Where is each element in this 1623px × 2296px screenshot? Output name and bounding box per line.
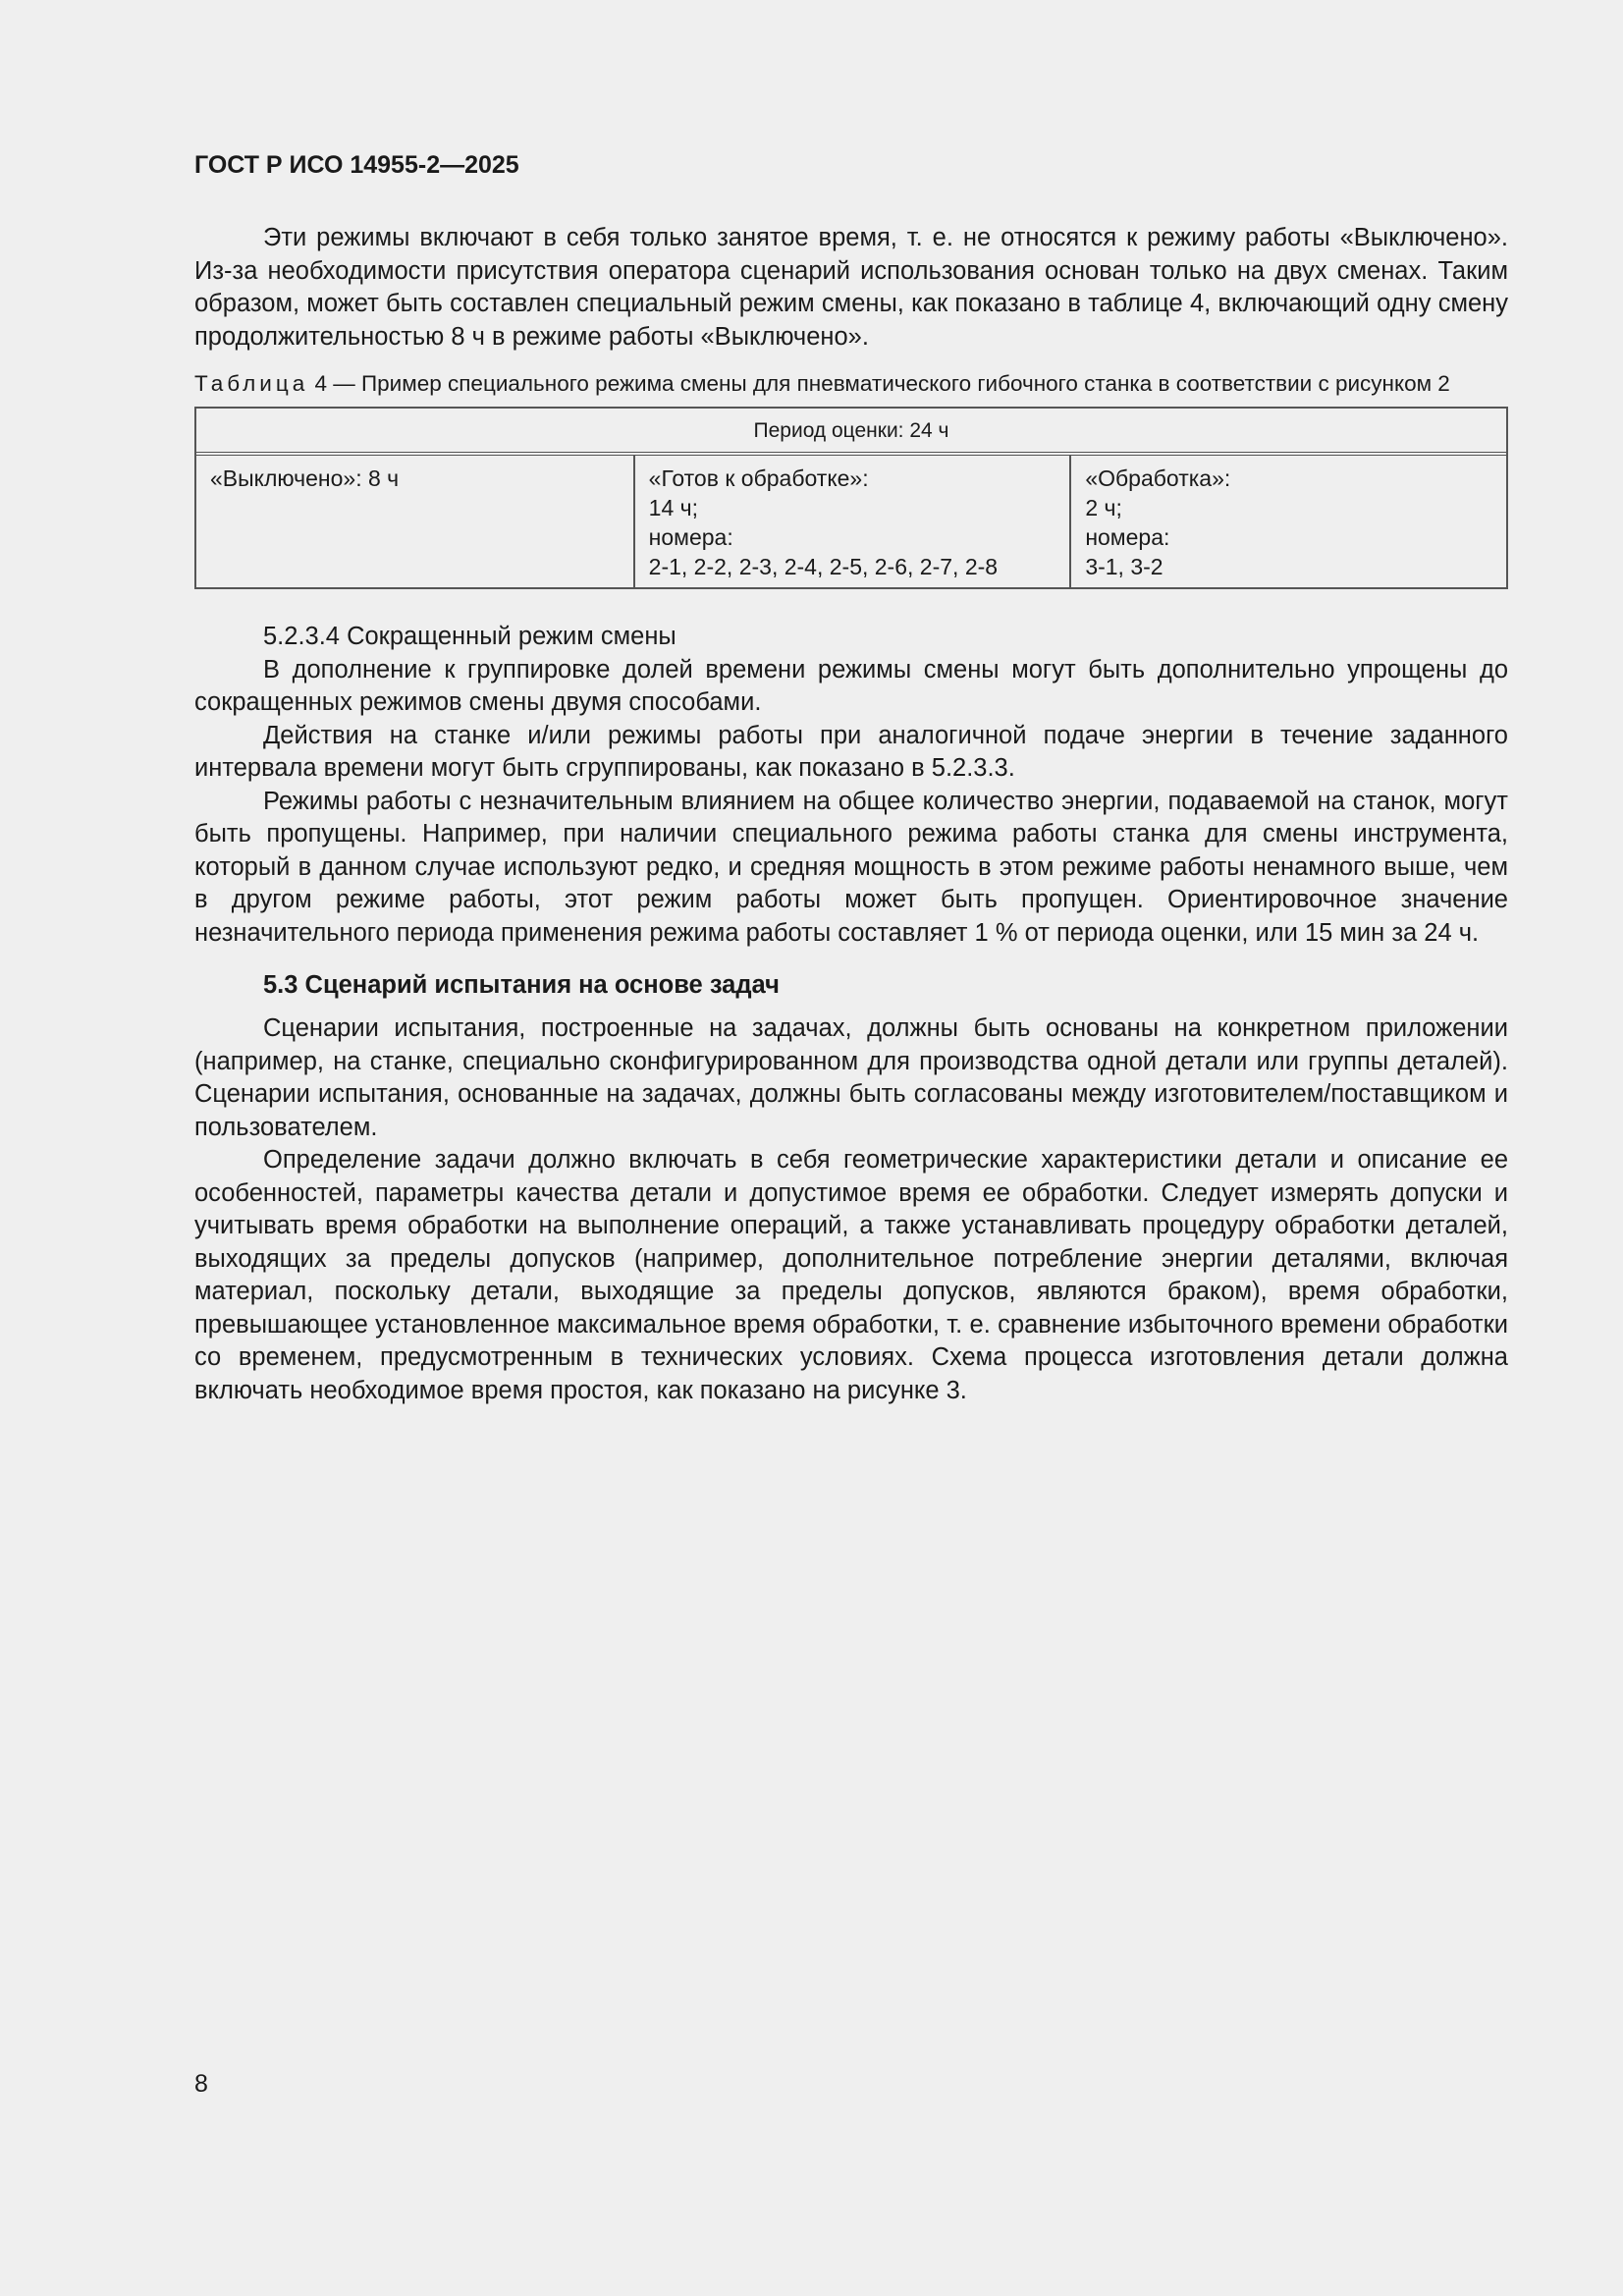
cell-line: 3-1, 3-2 [1085,554,1163,579]
cell-line: «Готов к обработке»: [648,465,869,491]
table-header-cell: Период оценки: 24 ч [196,409,1506,456]
page-content [194,147,1508,1407]
cell-line: номера: [1085,524,1170,550]
paragraph: Режимы работы с незначительным влиянием на общее количество энергии, подаваемой на станок, могут быть пропущены. Например, при наличии специального режима работы станка для смены инструмента, который в данном случае используют редко, и средняя мощность в этом режиме работы ненамного выше, чем в другом режиме работы, этот режим работы может быть пропущен. Ориентировочное значение незначительного периода применения режима работы составляет 1 % от периода оценки, или 15 мин за 24 ч. [194,787,1508,947]
paragraph: Действия на станке и/или режимы работы при аналогичной подаче энергии в течение заданного интервала времени могут быть сгруппированы, как показано в 5.2.3.3. [194,721,1508,782]
subsection-heading-5234: 5.2.3.4 Сокращенный режим смены [263,623,676,650]
table-caption [194,369,1508,399]
cell-line: 2 ч; [1085,495,1122,520]
paragraph: Сценарии испытания, построенные на задачах, должны быть основаны на конкретном приложении (например, на станке, специально сконфигурированном для производства одной детали или группы деталей). Сценарии испытания, основанные на задачах, должны быть согласованы между изготовителем/поставщиком и пользователем. [194,1014,1508,1141]
table-cell-processing [1069,456,1506,587]
cell-line: «Выключено»: 8 ч [210,465,400,491]
section-heading-53: 5.3 Сценарий испытания на основе задач [263,971,780,999]
cell-line: номера: [648,524,733,550]
cell-line: «Обработка»: [1085,465,1231,491]
paragraph: Определение задачи должно включать в себя геометрические характеристики детали и описание ее особенностей, параметры качества детали и допустимое время ее обработки. Следует измерять допуски и учитывать время обработки на выполнение операций, а также устанавливать процедуру обработки деталей, выходящих за пределы допусков (например, дополнительное потребление энергии деталями, включая материал, поскольку детали, выходящие за пределы допусков, являются браком), время обработки, превышающее установленное максимальное время обработки, т. е. сравнение избыточного времени обработки со временем, предусмотренным в технических условиях. Схема процесса изготовления детали должна включать необходимое время простоя, как показано на рисунке 3. [194,1146,1508,1404]
table-cell-ready [633,456,1070,587]
table-4 [194,407,1508,589]
table-caption-label: Таблица [194,371,309,396]
table-cell-off [196,456,633,587]
document-header: ГОСТ Р ИСО 14955-2—2025 [194,151,519,179]
table-caption-text: 4 — Пример специального режима смены для пневматического гибочного станка в соответствии с рисунком 2 [308,371,1450,396]
cell-line: 2-1, 2-2, 2-3, 2-4, 2-5, 2-6, 2-7, 2-8 [648,554,999,579]
paragraph: В дополнение к группировке долей времени режимы смены могут быть дополнительно упрощены до сокращенных режимов смены двумя способами. [194,655,1508,716]
intro-paragraph: Эти режимы включают в себя только занятое время, т. е. не относятся к режиму работы «Выключено». Из-за необходимости присутствия оператора сценарий использования основан только на двух сменах. Таким образом, может быть составлен специальный режим смены, как показано в таблице 4, включающий одну смену продолжительностью 8 ч в режиме работы «Выключено». [194,224,1508,351]
page-number: 8 [194,2070,208,2098]
cell-line: 14 ч; [648,495,699,520]
table-header-row [196,409,1506,456]
table-row [196,456,1506,587]
